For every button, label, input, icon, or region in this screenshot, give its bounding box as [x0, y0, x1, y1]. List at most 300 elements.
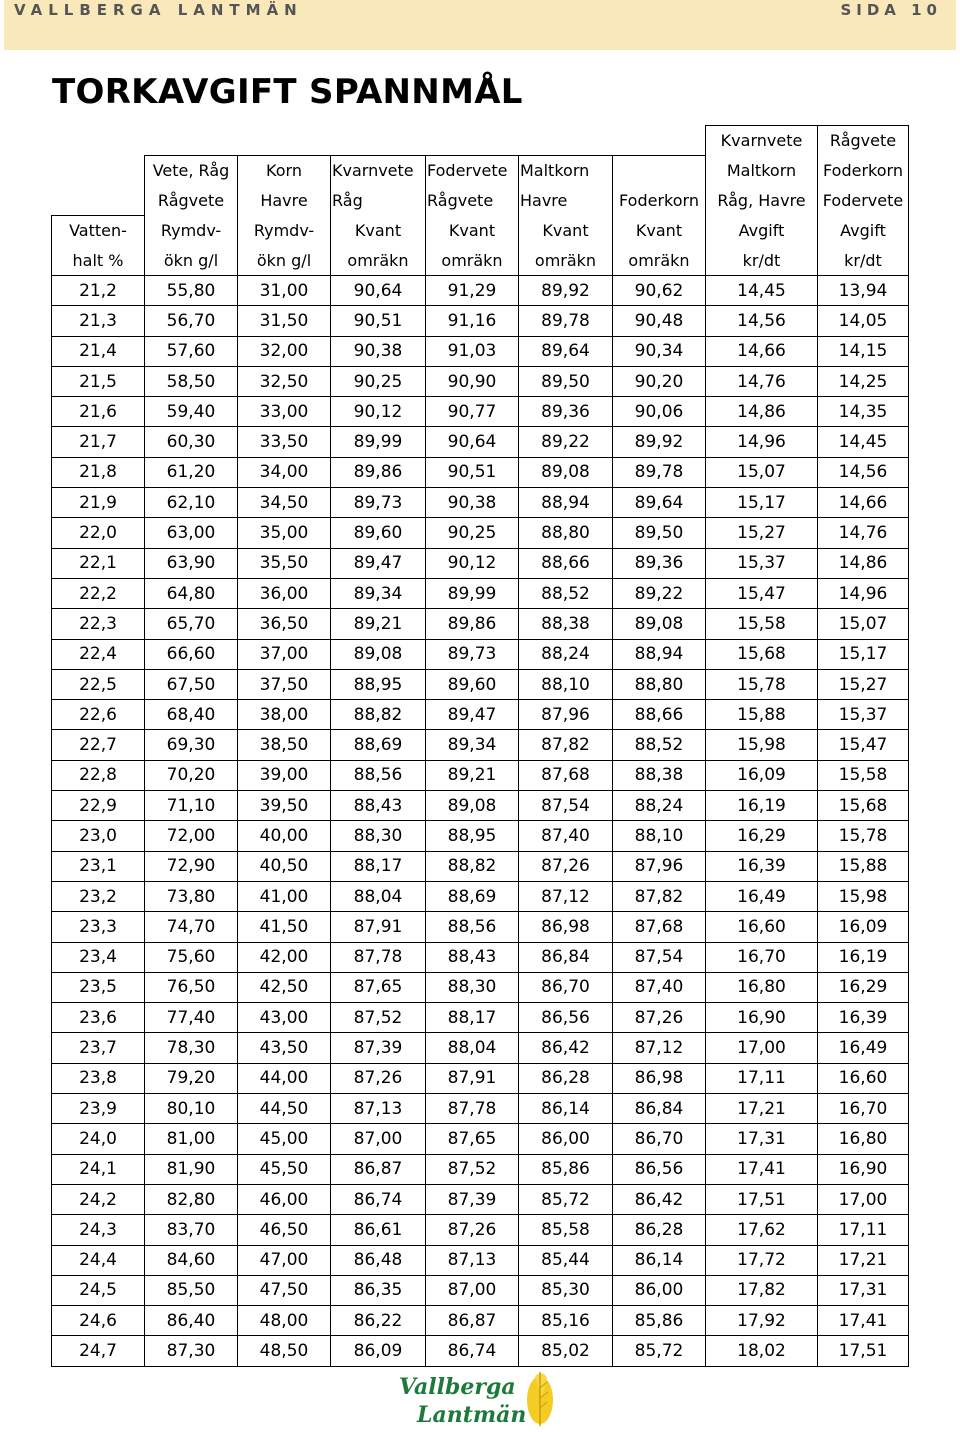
value-cell: 74,70	[145, 912, 238, 942]
value-cell: 88,80	[613, 669, 706, 699]
value-cell: 85,02	[519, 1336, 613, 1366]
table-row	[52, 1063, 909, 1093]
value-cell: 87,12	[519, 881, 613, 911]
table-row	[52, 1184, 909, 1214]
value-cell: 88,38	[519, 609, 613, 639]
moisture-cell: 23,6	[52, 1003, 145, 1033]
value-cell: 89,36	[613, 548, 706, 578]
value-cell: 16,09	[818, 912, 909, 942]
header-cell: kr/dt	[706, 246, 818, 276]
value-cell: 87,13	[331, 1094, 426, 1124]
moisture-cell: 21,7	[52, 427, 145, 457]
table-row	[52, 730, 909, 760]
header-cell	[238, 126, 331, 156]
value-cell: 89,73	[426, 639, 519, 669]
moisture-cell: 24,2	[52, 1184, 145, 1214]
header-cell: omräkn	[426, 246, 519, 276]
value-cell: 87,26	[331, 1063, 426, 1093]
value-cell: 37,50	[238, 669, 331, 699]
header-row	[52, 246, 909, 276]
value-cell: 86,84	[519, 942, 613, 972]
value-cell: 87,39	[331, 1033, 426, 1063]
value-cell: 72,00	[145, 821, 238, 851]
value-cell: 69,30	[145, 730, 238, 760]
value-cell: 88,95	[426, 821, 519, 851]
value-cell: 14,56	[818, 457, 909, 487]
value-cell: 89,36	[519, 397, 613, 427]
value-cell: 85,86	[613, 1306, 706, 1336]
wheat-ear-icon	[527, 1372, 553, 1426]
value-cell: 88,94	[519, 488, 613, 518]
value-cell: 90,12	[331, 397, 426, 427]
value-cell: 90,25	[331, 366, 426, 396]
value-cell: 87,13	[426, 1245, 519, 1275]
value-cell: 90,38	[331, 336, 426, 366]
value-cell: 86,00	[613, 1275, 706, 1305]
moisture-cell: 23,4	[52, 942, 145, 972]
value-cell: 88,82	[331, 700, 426, 730]
value-cell: 86,74	[426, 1336, 519, 1366]
table-row	[52, 336, 909, 366]
header-cell	[331, 126, 426, 156]
header-cell: Avgift	[818, 216, 909, 246]
value-cell: 44,50	[238, 1094, 331, 1124]
value-cell: 88,24	[519, 639, 613, 669]
value-cell: 17,41	[818, 1306, 909, 1336]
value-cell: 62,10	[145, 488, 238, 518]
value-cell: 86,61	[331, 1215, 426, 1245]
value-cell: 91,16	[426, 306, 519, 336]
header-row	[52, 186, 909, 216]
value-cell: 80,10	[145, 1094, 238, 1124]
value-cell: 87,96	[613, 851, 706, 881]
value-cell: 32,00	[238, 336, 331, 366]
value-cell: 87,65	[331, 972, 426, 1002]
value-cell: 47,50	[238, 1275, 331, 1305]
value-cell: 15,07	[706, 457, 818, 487]
value-cell: 45,50	[238, 1154, 331, 1184]
value-cell: 89,92	[519, 276, 613, 306]
value-cell: 88,56	[331, 760, 426, 790]
drying-fee-table	[51, 125, 909, 1367]
value-cell: 88,52	[613, 730, 706, 760]
value-cell: 90,12	[426, 548, 519, 578]
value-cell: 89,08	[519, 457, 613, 487]
value-cell: 31,50	[238, 306, 331, 336]
table-row	[52, 1003, 909, 1033]
value-cell: 15,58	[706, 609, 818, 639]
moisture-cell: 23,8	[52, 1063, 145, 1093]
value-cell: 87,82	[613, 881, 706, 911]
value-cell: 14,86	[706, 397, 818, 427]
header-cell: Rågvete	[145, 186, 238, 216]
value-cell: 16,70	[818, 1094, 909, 1124]
header-cell: omräkn	[613, 246, 706, 276]
value-cell: 56,70	[145, 306, 238, 336]
moisture-cell: 23,7	[52, 1033, 145, 1063]
table-row	[52, 1215, 909, 1245]
value-cell: 88,82	[426, 851, 519, 881]
value-cell: 17,00	[818, 1184, 909, 1214]
value-cell: 87,54	[613, 942, 706, 972]
table-row	[52, 700, 909, 730]
value-cell: 87,00	[426, 1275, 519, 1305]
value-cell: 89,92	[613, 427, 706, 457]
value-cell: 89,78	[613, 457, 706, 487]
header-cell: kr/dt	[818, 246, 909, 276]
moisture-cell: 24,6	[52, 1306, 145, 1336]
value-cell: 91,03	[426, 336, 519, 366]
moisture-cell: 23,1	[52, 851, 145, 881]
header-cell: Rågvete	[818, 126, 909, 156]
value-cell: 63,00	[145, 518, 238, 548]
value-cell: 77,40	[145, 1003, 238, 1033]
table-row	[52, 942, 909, 972]
value-cell: 86,84	[613, 1094, 706, 1124]
value-cell: 87,65	[426, 1124, 519, 1154]
value-cell: 89,78	[519, 306, 613, 336]
moisture-cell: 22,1	[52, 548, 145, 578]
header-cell: Rågvete	[426, 186, 519, 216]
value-cell: 87,68	[519, 760, 613, 790]
header-cell: Korn	[238, 156, 331, 186]
value-cell: 14,45	[706, 276, 818, 306]
value-cell: 87,68	[613, 912, 706, 942]
value-cell: 68,40	[145, 700, 238, 730]
moisture-cell: 21,6	[52, 397, 145, 427]
table-row	[52, 1033, 909, 1063]
value-cell: 57,60	[145, 336, 238, 366]
value-cell: 32,50	[238, 366, 331, 396]
value-cell: 34,00	[238, 457, 331, 487]
value-cell: 44,00	[238, 1063, 331, 1093]
value-cell: 48,00	[238, 1306, 331, 1336]
value-cell: 89,22	[519, 427, 613, 457]
table-row	[52, 1336, 909, 1366]
moisture-cell: 22,6	[52, 700, 145, 730]
value-cell: 16,09	[706, 760, 818, 790]
value-cell: 89,08	[331, 639, 426, 669]
value-cell: 46,50	[238, 1215, 331, 1245]
value-cell: 88,38	[613, 760, 706, 790]
moisture-cell: 21,4	[52, 336, 145, 366]
value-cell: 15,47	[706, 578, 818, 608]
value-cell: 89,73	[331, 488, 426, 518]
value-cell: 86,98	[519, 912, 613, 942]
value-cell: 17,31	[818, 1275, 909, 1305]
moisture-cell: 23,5	[52, 972, 145, 1002]
moisture-cell: 24,5	[52, 1275, 145, 1305]
value-cell: 16,60	[706, 912, 818, 942]
header-cell	[519, 126, 613, 156]
moisture-cell: 21,9	[52, 488, 145, 518]
value-cell: 17,92	[706, 1306, 818, 1336]
value-cell: 16,60	[818, 1063, 909, 1093]
header-cell: Kvant	[331, 216, 426, 246]
value-cell: 89,60	[331, 518, 426, 548]
value-cell: 87,91	[426, 1063, 519, 1093]
header-cell: omräkn	[331, 246, 426, 276]
logo-line2: Lantmän	[417, 1402, 527, 1428]
value-cell: 15,88	[818, 851, 909, 881]
value-cell: 15,98	[818, 881, 909, 911]
value-cell: 43,00	[238, 1003, 331, 1033]
header-cell: Rymdv-	[238, 216, 331, 246]
value-cell: 15,68	[706, 639, 818, 669]
header-cell: omräkn	[519, 246, 613, 276]
value-cell: 65,70	[145, 609, 238, 639]
value-cell: 36,50	[238, 609, 331, 639]
value-cell: 90,62	[613, 276, 706, 306]
value-cell: 15,78	[706, 669, 818, 699]
value-cell: 89,99	[426, 578, 519, 608]
logo-line1: Vallberga	[399, 1374, 516, 1400]
value-cell: 67,50	[145, 669, 238, 699]
value-cell: 86,70	[519, 972, 613, 1002]
header-cell: Maltkorn	[519, 156, 613, 186]
value-cell: 85,58	[519, 1215, 613, 1245]
value-cell: 17,21	[818, 1245, 909, 1275]
value-cell: 14,66	[706, 336, 818, 366]
moisture-cell: 21,3	[52, 306, 145, 336]
value-cell: 36,00	[238, 578, 331, 608]
value-cell: 48,50	[238, 1336, 331, 1366]
value-cell: 16,49	[706, 881, 818, 911]
value-cell: 31,00	[238, 276, 331, 306]
value-cell: 87,52	[426, 1154, 519, 1184]
value-cell: 17,41	[706, 1154, 818, 1184]
value-cell: 87,40	[519, 821, 613, 851]
value-cell: 90,64	[331, 276, 426, 306]
value-cell: 14,66	[818, 488, 909, 518]
value-cell: 34,50	[238, 488, 331, 518]
value-cell: 76,50	[145, 972, 238, 1002]
value-cell: 16,39	[818, 1003, 909, 1033]
value-cell: 14,86	[818, 548, 909, 578]
value-cell: 13,94	[818, 276, 909, 306]
moisture-cell: 23,3	[52, 912, 145, 942]
table-row	[52, 1124, 909, 1154]
value-cell: 14,15	[818, 336, 909, 366]
value-cell: 88,80	[519, 518, 613, 548]
value-cell: 89,64	[519, 336, 613, 366]
value-cell: 90,34	[613, 336, 706, 366]
value-cell: 14,76	[706, 366, 818, 396]
table-row	[52, 488, 909, 518]
header-cell: Råg	[331, 186, 426, 216]
value-cell: 66,60	[145, 639, 238, 669]
value-cell: 81,00	[145, 1124, 238, 1154]
value-cell: 87,00	[331, 1124, 426, 1154]
header-cell	[613, 126, 706, 156]
table-row	[52, 397, 909, 427]
value-cell: 86,98	[613, 1063, 706, 1093]
value-cell: 86,42	[613, 1184, 706, 1214]
value-cell: 90,25	[426, 518, 519, 548]
value-cell: 18,02	[706, 1336, 818, 1366]
value-cell: 86,56	[613, 1154, 706, 1184]
value-cell: 88,94	[613, 639, 706, 669]
table-row	[52, 609, 909, 639]
value-cell: 86,35	[331, 1275, 426, 1305]
value-cell: 89,64	[613, 488, 706, 518]
value-cell: 14,45	[818, 427, 909, 457]
value-cell: 89,60	[426, 669, 519, 699]
table-row	[52, 427, 909, 457]
value-cell: 89,34	[331, 578, 426, 608]
value-cell: 15,17	[818, 639, 909, 669]
value-cell: 55,80	[145, 276, 238, 306]
value-cell: 33,50	[238, 427, 331, 457]
moisture-cell: 22,9	[52, 791, 145, 821]
header-brand: VALLBERGA LANTMÄN	[14, 1, 303, 19]
value-cell: 86,48	[331, 1245, 426, 1275]
value-cell: 87,30	[145, 1336, 238, 1366]
table-row	[52, 1094, 909, 1124]
moisture-cell: 23,2	[52, 881, 145, 911]
value-cell: 89,34	[426, 730, 519, 760]
value-cell: 88,10	[519, 669, 613, 699]
header-cell: Havre	[238, 186, 331, 216]
value-cell: 88,10	[613, 821, 706, 851]
value-cell: 45,00	[238, 1124, 331, 1154]
value-cell: 17,31	[706, 1124, 818, 1154]
header-cell: Maltkorn	[706, 156, 818, 186]
value-cell: 89,21	[426, 760, 519, 790]
value-cell: 90,20	[613, 366, 706, 396]
header-cell: Fodervete	[426, 156, 519, 186]
value-cell: 89,08	[613, 609, 706, 639]
value-cell: 84,60	[145, 1245, 238, 1275]
table-row	[52, 276, 909, 306]
value-cell: 90,48	[613, 306, 706, 336]
value-cell: 15,78	[818, 821, 909, 851]
value-cell: 86,28	[613, 1215, 706, 1245]
value-cell: 87,96	[519, 700, 613, 730]
value-cell: 87,78	[331, 942, 426, 972]
value-cell: 87,54	[519, 791, 613, 821]
value-cell: 42,00	[238, 942, 331, 972]
table-row	[52, 1306, 909, 1336]
value-cell: 33,00	[238, 397, 331, 427]
header-band	[4, 0, 956, 50]
value-cell: 41,00	[238, 881, 331, 911]
value-cell: 88,30	[331, 821, 426, 851]
value-cell: 38,00	[238, 700, 331, 730]
value-cell: 88,52	[519, 578, 613, 608]
moisture-cell: 21,8	[52, 457, 145, 487]
value-cell: 89,86	[331, 457, 426, 487]
value-cell: 16,19	[706, 791, 818, 821]
header-cell: Havre	[519, 186, 613, 216]
value-cell: 88,43	[331, 791, 426, 821]
header-cell: Vete, Råg	[145, 156, 238, 186]
header-row	[52, 156, 909, 186]
value-cell: 87,26	[613, 1003, 706, 1033]
value-cell: 86,87	[331, 1154, 426, 1184]
value-cell: 88,30	[426, 972, 519, 1002]
value-cell: 90,06	[613, 397, 706, 427]
value-cell: 61,20	[145, 457, 238, 487]
header-cell: Kvant	[426, 216, 519, 246]
table-row	[52, 1275, 909, 1305]
value-cell: 89,47	[331, 548, 426, 578]
header-cell: Rymdv-	[145, 216, 238, 246]
header-cell: halt %	[52, 246, 145, 276]
value-cell: 39,00	[238, 760, 331, 790]
value-cell: 88,24	[613, 791, 706, 821]
header-cell	[52, 186, 145, 216]
header-cell: Fodervete	[818, 186, 909, 216]
header-cell: ökn g/l	[238, 246, 331, 276]
value-cell: 87,26	[426, 1215, 519, 1245]
value-cell: 64,80	[145, 578, 238, 608]
value-cell: 86,00	[519, 1124, 613, 1154]
value-cell: 38,50	[238, 730, 331, 760]
value-cell: 88,04	[331, 881, 426, 911]
table-row	[52, 457, 909, 487]
value-cell: 89,50	[519, 366, 613, 396]
value-cell: 17,82	[706, 1275, 818, 1305]
moisture-cell: 22,4	[52, 639, 145, 669]
table-row	[52, 851, 909, 881]
value-cell: 16,29	[818, 972, 909, 1002]
value-cell: 89,21	[331, 609, 426, 639]
header-cell: Råg, Havre	[706, 186, 818, 216]
header-page-number: SIDA 10	[840, 1, 942, 19]
value-cell: 15,47	[818, 730, 909, 760]
value-cell: 15,27	[818, 669, 909, 699]
header-cell: ökn g/l	[145, 246, 238, 276]
moisture-cell: 21,2	[52, 276, 145, 306]
value-cell: 90,51	[426, 457, 519, 487]
header-cell: Kvant	[519, 216, 613, 246]
value-cell: 35,50	[238, 548, 331, 578]
value-cell: 87,26	[519, 851, 613, 881]
value-cell: 86,56	[519, 1003, 613, 1033]
value-cell: 47,00	[238, 1245, 331, 1275]
value-cell: 14,96	[818, 578, 909, 608]
value-cell: 58,50	[145, 366, 238, 396]
moisture-cell: 22,2	[52, 578, 145, 608]
value-cell: 88,17	[331, 851, 426, 881]
table-row	[52, 760, 909, 790]
value-cell: 87,91	[331, 912, 426, 942]
value-cell: 89,22	[613, 578, 706, 608]
value-cell: 15,58	[818, 760, 909, 790]
header-cell	[426, 126, 519, 156]
header-cell: Kvarnvete	[706, 126, 818, 156]
value-cell: 89,50	[613, 518, 706, 548]
value-cell: 86,09	[331, 1336, 426, 1366]
table-row	[52, 548, 909, 578]
header-cell: Foderkorn	[818, 156, 909, 186]
value-cell: 17,11	[818, 1215, 909, 1245]
value-cell: 86,28	[519, 1063, 613, 1093]
table-row	[52, 366, 909, 396]
table-row	[52, 881, 909, 911]
value-cell: 87,52	[331, 1003, 426, 1033]
table-row	[52, 912, 909, 942]
moisture-cell: 23,9	[52, 1094, 145, 1124]
value-cell: 78,30	[145, 1033, 238, 1063]
table-row	[52, 791, 909, 821]
header-row	[52, 216, 909, 246]
table-row	[52, 1154, 909, 1184]
value-cell: 40,00	[238, 821, 331, 851]
vallberga-lantman-logo	[395, 1368, 565, 1430]
value-cell: 85,16	[519, 1306, 613, 1336]
